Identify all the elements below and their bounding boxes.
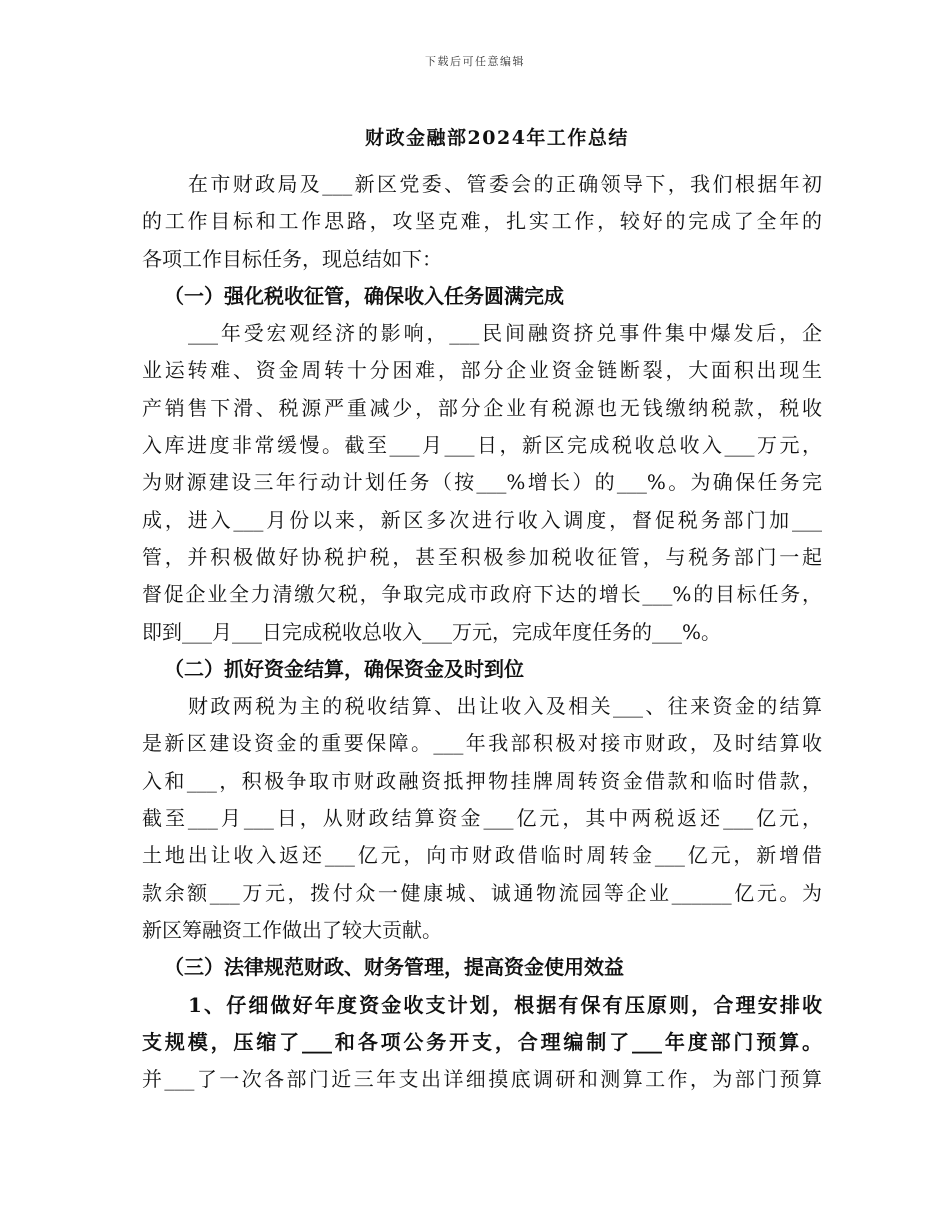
section-1 [142,278,822,651]
paragraph-line: 是新区建设资金的重要保障。___年我部积极对接市财政，及时结算收 [142,731,822,756]
paragraph-line: 的工作目标和工作思路，攻坚克难，扎实工作，较好的完成了全年的 [142,209,822,234]
paragraph-line: 财政两税为主的税收结算、出让收入及相关___、往来资金的结算 [188,694,822,719]
section-3 [142,949,822,1098]
paragraph-line: ___年受宏观经济的影响，___民间融资挤兑事件集中爆发后，企 [188,321,822,346]
paragraph-line: 截至___月___日，从财政结算资金___亿元，其中两税返还___亿元， [142,806,822,831]
section-heading: （三）法律规范财政、财务管理，提高资金使用效益 [164,955,624,980]
paragraph-line: 1、仔细做好年度资金收支计划，根据有保有压原则，合理安排收 [188,992,822,1017]
paragraph-line: 即到___月___日完成税收总收入___万元，完成年度任务的___%。 [142,619,722,644]
header-note: 下载后可任意编辑 [425,55,525,68]
paragraph-line: 为财源建设三年行动计划任务（按___%增长）的___%。为确保任务完 [142,470,822,495]
paragraph-line: 并___了一次各部门近三年支出详细摸底调研和测算工作，为部门预算 [142,1067,822,1092]
paragraph-line: 成，进入___月份以来，新区多次进行收入调度，督促税务部门加___ [142,507,822,532]
document-body [142,166,822,1098]
paragraph-line: 入和___，积极争取市财政融资抵押物挂牌周转资金借款和临时借款， [142,768,822,793]
paragraph-line: 入库进度非常缓慢。截至___月___日，新区完成税收总收入___万元， [142,433,822,458]
paragraph-line: 管，并积极做好协税护税，甚至积极参加税收征管，与税务部门一起 [142,544,822,569]
paragraph-line: 在市财政局及___新区党委、管委会的正确领导下，我们根据年初 [188,172,822,196]
intro-paragraph [142,166,822,278]
paragraph-line: 款余额___万元，拨付众一健康城、诚通物流园等企业______亿元。为 [142,880,822,905]
paragraph-line: 产销售下滑、税源严重减少，部分企业有税源也无钱缴纳税款，税收 [142,395,822,420]
section-heading: （二）抓好资金结算，确保资金及时到位 [164,656,524,681]
paragraph-line: 土地出让收入返还___亿元，向市财政借临时周转金___亿元，新增借 [142,843,822,868]
paragraph-line: 业运转难、资金周转十分困难，部分企业资金链断裂，大面积出现生 [142,358,822,383]
paragraph-line: 各项工作目标任务，现总结如下： [142,246,442,271]
section-2 [142,651,822,949]
section-heading: （一）强化税收征管，确保收入任务圆满完成 [164,283,564,308]
paragraph-line: 新区筹融资工作做出了较大贡献。 [142,917,442,942]
paragraph-line: 支规模，压缩了___和各项公务开支，合理编制了___年度部门预算。 [142,1029,822,1054]
paragraph-line: 督促企业全力清缴欠税，争取完成市政府下达的增长___%的目标任务， [142,582,822,607]
document-title: 财政金融部2024年工作总结 [365,127,629,149]
